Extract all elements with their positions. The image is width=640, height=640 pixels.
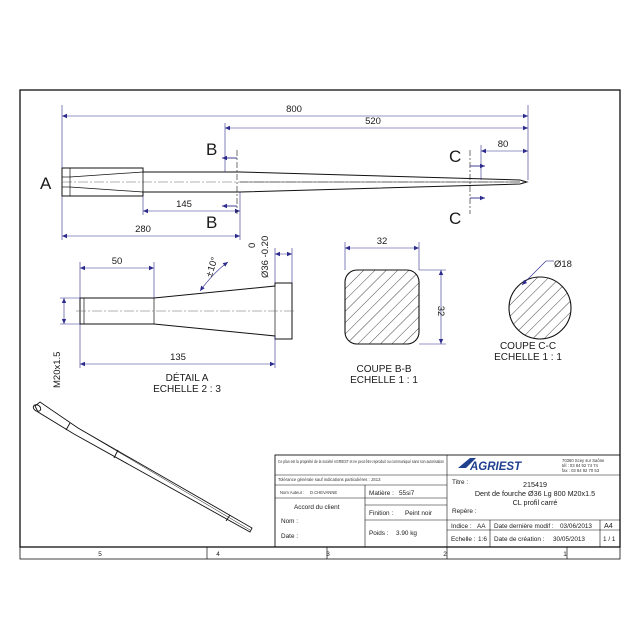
section-cut-c [449, 147, 485, 228]
client-approval-label: Accord du client [294, 504, 340, 511]
repere-label: Repère : [452, 508, 477, 515]
main-view [40, 104, 528, 240]
fax-line: fax : 03 84 92 70 53 [562, 468, 600, 473]
section-b-label-bottom: B [206, 213, 218, 232]
phone-line: tél : 03 84 92 74 74 [562, 463, 598, 468]
weight-label: Poids : [369, 530, 389, 537]
isometric-view [32, 402, 252, 532]
sheet-number: 1 / 1 [603, 536, 616, 543]
tolerance-note: Tolérance générale sauf indications particulières : JS13 [278, 477, 381, 482]
tine-cone-upper [70, 172, 143, 177]
section-c-label-bottom: C [449, 209, 462, 228]
created-value: 30/05/2013 [553, 536, 585, 543]
section-b-title: COUPE B-B [356, 364, 412, 375]
detail-a-scale: ECHELLE 2 : 3 [153, 384, 221, 395]
finish-label: Finition : [369, 510, 394, 517]
agriest-logo [458, 458, 522, 473]
zone-label: 5 [98, 551, 102, 558]
detail-a-view [52, 236, 296, 395]
tine-cone-lower [70, 187, 143, 192]
dim-taper-length: 135 [170, 352, 186, 363]
section-b-label-top: B [206, 140, 218, 159]
author-label: Nom Auteur : [280, 490, 305, 495]
address-line: 70360 Scey sur Saône [562, 458, 605, 463]
section-c-label-top: C [449, 147, 462, 166]
zone-label: 2 [443, 551, 447, 558]
detail-a-title: DÉTAIL A [165, 373, 209, 384]
zone-label: 4 [216, 551, 220, 558]
section-b-scale: ECHELLE 1 : 1 [350, 375, 418, 386]
finish-value: Peint noir [405, 510, 432, 517]
dim-taper-angle: 10° [205, 255, 221, 273]
author-value: D.CHEVANNE [310, 490, 338, 495]
section-cut-b [206, 140, 237, 232]
created-label: Date de création : [494, 536, 545, 543]
section-b-dim-height: 32 [435, 305, 446, 317]
weight-value: 3.90 kg [396, 530, 417, 537]
section-c-title: COUPE C-C [499, 341, 557, 352]
zone-frame [20, 547, 620, 559]
section-c-view [494, 259, 572, 363]
client-date-label: Date : [281, 533, 299, 540]
dim-tol-upper: 0 [247, 242, 258, 248]
zone-labels [98, 551, 567, 558]
dim-thread-length: 50 [111, 256, 123, 267]
part-description-1: Dent de fourche Ø36 Lg 800 M20x1.5 [474, 489, 596, 498]
section-c-dim-dia: Ø18 [554, 259, 572, 270]
dim-angle-tol: ± [203, 270, 216, 279]
material-label: Matière : [369, 490, 394, 497]
ownership-notice: Ce plan est la propriété de la société AGRIEST et ne peut être reproduit ou communiqué sans son autorisation [278, 459, 445, 464]
index-value: AA [477, 523, 486, 530]
section-b-dim-width: 32 [376, 236, 388, 247]
dim-square-length: 145 [176, 199, 192, 210]
material-value: 55si7 [399, 490, 415, 497]
index-label: Indice : [451, 523, 472, 530]
last-modified-label: Date dernière modif : [494, 523, 554, 530]
zone-dividers [207, 547, 567, 559]
last-modified-value: 03/06/2013 [560, 523, 592, 530]
zone-label: 3 [326, 551, 330, 558]
dim-overall-length: 800 [286, 104, 302, 115]
scale-label: Echelle : [451, 536, 476, 543]
section-b-view [345, 236, 446, 386]
section-b-hatch [345, 270, 419, 344]
title-block [275, 455, 620, 547]
dim-square-dia: Ø36 -0.20 [260, 235, 271, 278]
dim-blade-length: 520 [365, 116, 381, 127]
scale-value: 1:6 [478, 536, 487, 543]
dim-thread-size: M20x1.5 [52, 351, 63, 388]
client-name-label: Nom : [281, 518, 299, 525]
titre-label: Titre : [452, 479, 469, 486]
part-description-2: CL profil carré [512, 498, 558, 507]
section-c-scale: ECHELLE 1 : 1 [494, 352, 562, 363]
zone-label: 1 [563, 551, 567, 558]
detail-a-callout: A [40, 174, 52, 193]
part-number: 215419 [523, 480, 547, 489]
dim-heel-length: 280 [135, 224, 151, 235]
logo-text: AGRIEST [470, 461, 522, 473]
paper-format: A4 [604, 521, 613, 530]
dim-tip-length: 80 [497, 139, 509, 150]
